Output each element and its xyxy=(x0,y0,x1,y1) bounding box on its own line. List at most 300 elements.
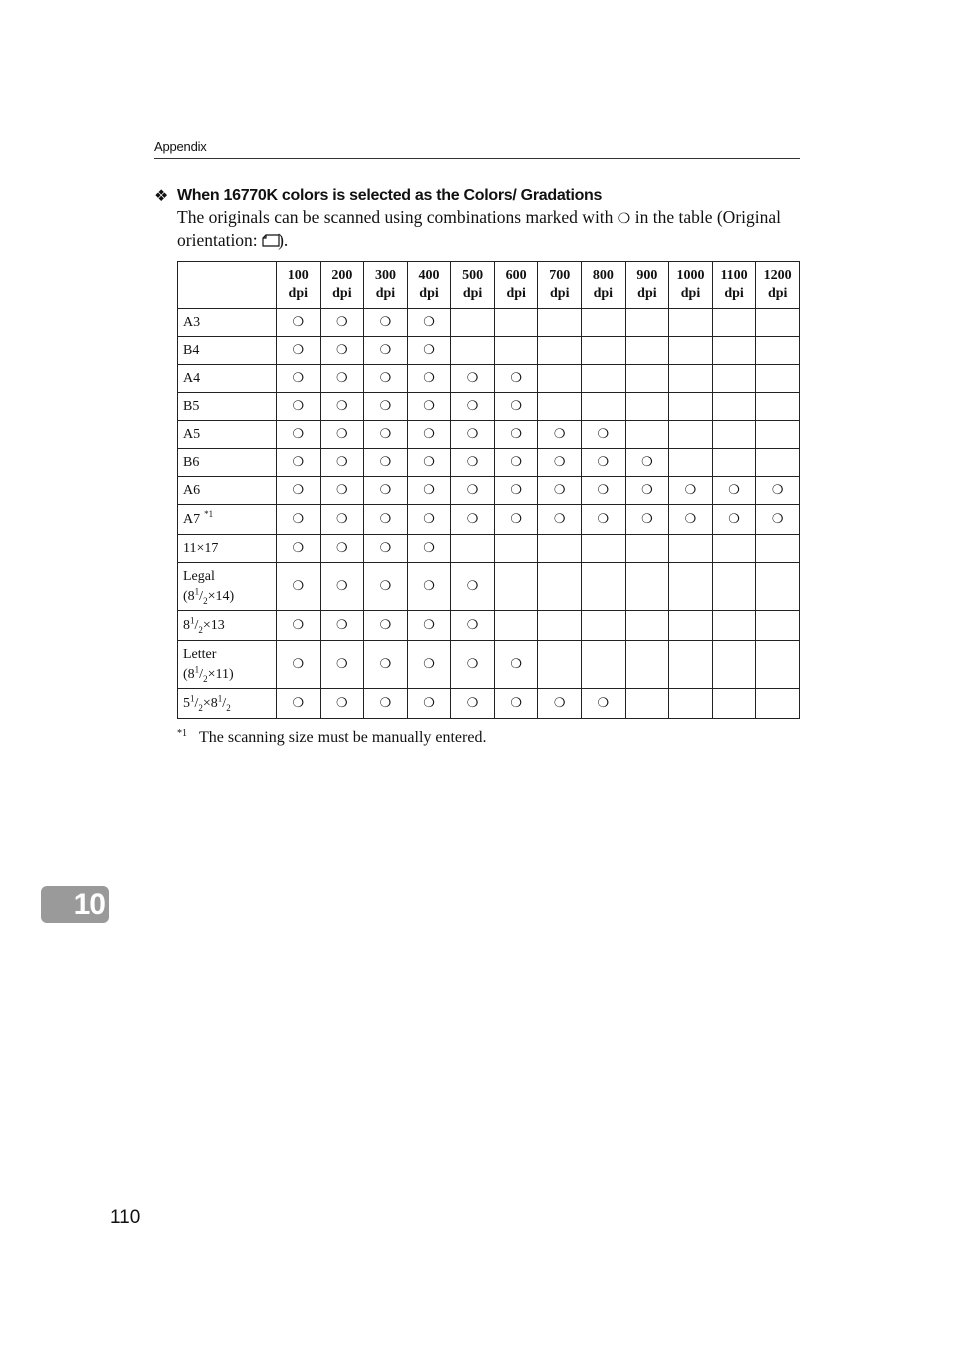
circle-mark-icon: ❍ xyxy=(423,618,435,633)
combination-cell xyxy=(669,505,713,535)
circle-mark-icon: ❍ xyxy=(597,483,610,498)
combination-cell xyxy=(494,505,538,535)
combination-cell xyxy=(756,393,800,421)
table-row xyxy=(178,421,800,449)
footnote-reference: *1 xyxy=(204,508,214,519)
paper-size-label xyxy=(178,641,277,689)
paper-size-name: A3 xyxy=(183,314,201,330)
circle-mark-icon: ❍ xyxy=(379,618,392,633)
label-part: / xyxy=(199,666,204,682)
combination-cell xyxy=(277,535,321,563)
combination-cell xyxy=(669,689,713,719)
combination-cell xyxy=(538,421,582,449)
circle-mark-icon: ❍ xyxy=(292,371,305,386)
column-header-value: 700 xyxy=(549,268,571,283)
circle-mark-icon: ❍ xyxy=(553,483,566,498)
combination-cell xyxy=(712,421,756,449)
circle-mark-icon: ❍ xyxy=(466,399,479,414)
table-row xyxy=(178,535,800,563)
label-part: 1 xyxy=(190,614,195,625)
combination-cell xyxy=(364,689,408,719)
combination-cell xyxy=(364,393,408,421)
circle-mark-icon: ❍ xyxy=(379,427,392,442)
circle-mark-icon: ❍ xyxy=(423,315,435,330)
table-row xyxy=(178,449,800,477)
combination-cell xyxy=(320,611,364,641)
chapter-tab: 10 xyxy=(41,886,109,923)
combination-cell xyxy=(538,505,582,535)
label-part: 1 xyxy=(194,585,200,596)
combination-cell xyxy=(277,309,321,337)
combination-cell xyxy=(669,563,713,611)
combination-cell xyxy=(582,563,626,611)
combination-cell xyxy=(320,393,364,421)
section-description xyxy=(177,207,801,251)
circle-mark-icon: ❍ xyxy=(379,371,392,386)
table-row xyxy=(178,611,800,641)
circle-mark-icon: ❍ xyxy=(641,483,653,498)
paper-size-label xyxy=(178,611,277,641)
circle-mark-icon: ❍ xyxy=(510,427,522,442)
circle-mark-icon: ❍ xyxy=(641,455,653,470)
paper-size-label xyxy=(178,689,277,719)
circle-mark-icon: ❍ xyxy=(423,399,435,414)
combination-cell xyxy=(364,365,408,393)
combination-cell xyxy=(669,365,713,393)
circle-mark-icon: ❍ xyxy=(292,512,305,527)
circle-mark-icon: ❍ xyxy=(292,343,305,358)
column-header-value: 1100 xyxy=(720,268,748,283)
column-header-600-dpi xyxy=(494,262,538,309)
circle-mark-icon: ❍ xyxy=(336,579,348,594)
description-part-3: ). xyxy=(278,230,289,250)
column-header-value: 500 xyxy=(462,268,484,283)
table-row xyxy=(178,337,800,365)
paper-size-name: A5 xyxy=(183,426,201,442)
column-header-1000-dpi xyxy=(669,262,713,309)
table-row xyxy=(178,393,800,421)
description-part-1: The originals can be scanned using combinations marked with xyxy=(177,207,618,227)
combination-cell xyxy=(669,421,713,449)
combination-cell xyxy=(756,689,800,719)
combination-cell xyxy=(538,535,582,563)
combination-cell xyxy=(582,449,626,477)
combination-cell xyxy=(538,611,582,641)
circle-mark-icon: ❍ xyxy=(617,211,631,227)
circle-mark-icon: ❍ xyxy=(684,483,697,498)
combination-cell xyxy=(625,563,669,611)
paper-size-name: B6 xyxy=(183,454,200,470)
combination-cell xyxy=(712,337,756,365)
circle-mark-icon: ❍ xyxy=(336,541,348,556)
combination-cell xyxy=(712,309,756,337)
combination-cell xyxy=(494,337,538,365)
combination-cell xyxy=(451,563,495,611)
circle-mark-icon: ❍ xyxy=(336,696,348,711)
combination-cell xyxy=(277,337,321,365)
combination-cell xyxy=(756,365,800,393)
circle-mark-icon: ❍ xyxy=(597,455,610,470)
combination-cell xyxy=(756,563,800,611)
circle-mark-icon: ❍ xyxy=(771,512,784,527)
circle-mark-icon: ❍ xyxy=(423,483,435,498)
combination-cell xyxy=(451,505,495,535)
combination-cell xyxy=(451,641,495,689)
combination-cell xyxy=(407,505,451,535)
circle-mark-icon: ❍ xyxy=(336,427,348,442)
combination-cell xyxy=(277,641,321,689)
combination-cell xyxy=(712,477,756,505)
label-part: / xyxy=(194,695,199,711)
combination-cell xyxy=(494,421,538,449)
combination-cell xyxy=(582,689,626,719)
combination-cell xyxy=(625,393,669,421)
combination-cell xyxy=(320,535,364,563)
combination-cell xyxy=(277,505,321,535)
circle-mark-icon: ❍ xyxy=(423,427,435,442)
table-corner-cell xyxy=(178,262,277,309)
combination-cell xyxy=(451,365,495,393)
combination-cell xyxy=(494,563,538,611)
combination-cell xyxy=(407,689,451,719)
column-header-1100-dpi xyxy=(712,262,756,309)
combination-cell xyxy=(364,505,408,535)
combination-cell xyxy=(494,641,538,689)
combination-cell xyxy=(625,505,669,535)
combination-cell xyxy=(320,365,364,393)
combination-cell xyxy=(364,611,408,641)
label-part: ×11) xyxy=(207,666,234,682)
combination-cell xyxy=(320,421,364,449)
combination-cell xyxy=(712,505,756,535)
paper-size-label xyxy=(178,365,277,393)
combination-cell xyxy=(277,477,321,505)
circle-mark-icon: ❍ xyxy=(423,371,435,386)
column-header-unit: dpi xyxy=(419,286,439,301)
combination-cell xyxy=(669,535,713,563)
combination-cell xyxy=(320,337,364,365)
label-part: (8 xyxy=(183,588,195,604)
circle-mark-icon: ❍ xyxy=(379,399,392,414)
running-header: Appendix xyxy=(154,139,207,154)
column-header-300-dpi xyxy=(364,262,408,309)
combination-cell xyxy=(451,689,495,719)
circle-mark-icon: ❍ xyxy=(510,371,522,386)
combination-cell xyxy=(494,449,538,477)
combination-cell xyxy=(669,611,713,641)
combination-cell xyxy=(712,689,756,719)
circle-mark-icon: ❍ xyxy=(510,483,522,498)
paper-size-name: B4 xyxy=(183,342,200,358)
circle-mark-icon: ❍ xyxy=(510,399,522,414)
combination-cell xyxy=(756,477,800,505)
combination-cell xyxy=(582,365,626,393)
label-part: 2 xyxy=(198,702,203,713)
column-header-value: 800 xyxy=(592,268,614,283)
paper-size-name: B5 xyxy=(183,398,200,414)
column-header-unit: dpi xyxy=(506,286,526,301)
paper-size-name: Legal xyxy=(183,568,215,584)
header-rule xyxy=(154,158,800,159)
column-header-200-dpi xyxy=(320,262,364,309)
combination-cell xyxy=(494,309,538,337)
table-row xyxy=(178,563,800,611)
combination-cell xyxy=(538,689,582,719)
combination-cell xyxy=(712,365,756,393)
combination-cell xyxy=(407,309,451,337)
circle-mark-icon: ❍ xyxy=(728,512,740,527)
label-part: ×8 xyxy=(202,695,218,711)
combination-cell xyxy=(407,563,451,611)
column-header-unit: dpi xyxy=(288,286,309,301)
combination-cell xyxy=(669,309,713,337)
paper-size-label xyxy=(178,449,277,477)
combination-cell xyxy=(407,641,451,689)
label-part: 5 xyxy=(183,695,190,711)
combination-cell xyxy=(625,641,669,689)
combination-cell xyxy=(494,477,538,505)
combination-cell xyxy=(407,421,451,449)
combination-cell xyxy=(364,449,408,477)
circle-mark-icon: ❍ xyxy=(423,696,435,711)
column-header-unit: dpi xyxy=(462,286,483,301)
circle-mark-icon: ❍ xyxy=(771,483,784,498)
circle-mark-icon: ❍ xyxy=(423,455,435,470)
circle-mark-icon: ❍ xyxy=(379,455,392,470)
label-part: 1 xyxy=(190,692,195,703)
combination-cell xyxy=(582,309,626,337)
circle-mark-icon: ❍ xyxy=(379,696,392,711)
combination-cell xyxy=(451,421,495,449)
column-header-value: 600 xyxy=(505,268,527,283)
table-row xyxy=(178,365,800,393)
combination-cell xyxy=(407,535,451,563)
circle-mark-icon: ❍ xyxy=(379,483,392,498)
label-part: 2 xyxy=(226,702,231,713)
paper-size-label xyxy=(178,309,277,337)
footnote-marker: *1 xyxy=(177,728,187,739)
circle-mark-icon: ❍ xyxy=(466,427,479,442)
label-part: / xyxy=(194,617,199,633)
paper-size-label xyxy=(178,393,277,421)
circle-mark-icon: ❍ xyxy=(597,696,610,711)
circle-mark-icon: ❍ xyxy=(292,315,305,330)
circle-mark-icon: ❍ xyxy=(292,427,305,442)
label-part: / xyxy=(222,695,227,711)
section-heading-text: When 16770K colors is selected as the Colors/ Gradations xyxy=(177,187,603,204)
combination-cell xyxy=(364,309,408,337)
circle-mark-icon: ❍ xyxy=(423,343,435,358)
column-header-unit: dpi xyxy=(637,286,657,301)
combination-cell xyxy=(669,337,713,365)
column-header-value: 900 xyxy=(636,268,658,283)
page-number: 110 xyxy=(110,1207,141,1228)
circle-mark-icon: ❍ xyxy=(466,512,479,527)
paper-size-name: Letter xyxy=(183,646,217,662)
combination-cell xyxy=(407,477,451,505)
combination-cell xyxy=(320,505,364,535)
label-part: 2 xyxy=(203,673,208,684)
combination-cell xyxy=(756,421,800,449)
combination-cell xyxy=(625,689,669,719)
combination-cell xyxy=(407,611,451,641)
combination-cell xyxy=(756,505,800,535)
column-header-unit: dpi xyxy=(332,286,352,301)
circle-mark-icon: ❍ xyxy=(336,657,348,672)
column-header-value: 200 xyxy=(331,268,353,283)
paper-size-label xyxy=(178,337,277,365)
combination-cell xyxy=(538,449,582,477)
circle-mark-icon: ❍ xyxy=(466,371,479,386)
combination-cell xyxy=(494,611,538,641)
circle-mark-icon: ❍ xyxy=(510,696,522,711)
combination-cell xyxy=(582,611,626,641)
circle-mark-icon: ❍ xyxy=(336,371,348,386)
label-part: 2 xyxy=(198,624,203,635)
combination-cell xyxy=(669,449,713,477)
combination-cell xyxy=(407,449,451,477)
combination-cell xyxy=(494,365,538,393)
circle-mark-icon: ❍ xyxy=(292,618,305,633)
diamond-bullet-icon: ❖ xyxy=(154,188,169,205)
circle-mark-icon: ❍ xyxy=(292,657,305,672)
footnote-text: The scanning size must be manually entered. xyxy=(199,729,487,746)
paper-size-label xyxy=(178,563,277,611)
circle-mark-icon: ❍ xyxy=(379,343,392,358)
label-part: / xyxy=(199,588,204,604)
circle-mark-icon: ❍ xyxy=(466,657,479,672)
table-row xyxy=(178,505,800,535)
combination-cell xyxy=(712,611,756,641)
combination-cell xyxy=(625,309,669,337)
combination-cell xyxy=(625,449,669,477)
combination-cell xyxy=(625,421,669,449)
column-header-800-dpi xyxy=(582,262,626,309)
label-part: (8 xyxy=(183,666,195,682)
footnote xyxy=(177,728,486,747)
combination-cell xyxy=(320,309,364,337)
combination-cell xyxy=(277,365,321,393)
combination-cell xyxy=(756,449,800,477)
circle-mark-icon: ❍ xyxy=(423,541,435,556)
circle-mark-icon: ❍ xyxy=(728,483,740,498)
combination-cell xyxy=(364,337,408,365)
paper-size-name: A7 xyxy=(183,511,201,527)
combination-cell xyxy=(364,535,408,563)
paper-size-label xyxy=(178,421,277,449)
combination-cell xyxy=(712,449,756,477)
combination-cell xyxy=(451,393,495,421)
combination-cell xyxy=(277,689,321,719)
circle-mark-icon: ❍ xyxy=(510,455,522,470)
scan-combination-table xyxy=(177,261,800,719)
combination-cell xyxy=(582,337,626,365)
combination-cell xyxy=(756,337,800,365)
combination-cell xyxy=(582,535,626,563)
combination-cell xyxy=(538,477,582,505)
circle-mark-icon: ❍ xyxy=(292,696,305,711)
combination-cell xyxy=(538,393,582,421)
label-part: 1 xyxy=(194,663,200,674)
combination-cell xyxy=(582,505,626,535)
circle-mark-icon: ❍ xyxy=(379,541,392,556)
table-header-row xyxy=(178,262,800,309)
column-header-value: 1200 xyxy=(763,268,792,283)
circle-mark-icon: ❍ xyxy=(292,483,305,498)
circle-mark-icon: ❍ xyxy=(553,696,566,711)
combination-cell xyxy=(625,611,669,641)
circle-mark-icon: ❍ xyxy=(336,343,348,358)
combination-cell xyxy=(451,309,495,337)
combination-cell xyxy=(712,393,756,421)
combination-cell xyxy=(320,477,364,505)
circle-mark-icon: ❍ xyxy=(641,512,653,527)
column-header-700-dpi xyxy=(538,262,582,309)
table-row xyxy=(178,641,800,689)
combination-cell xyxy=(538,365,582,393)
combination-cell xyxy=(320,563,364,611)
combination-cell xyxy=(494,393,538,421)
label-part: 2 xyxy=(203,595,208,606)
combination-cell xyxy=(407,365,451,393)
circle-mark-icon: ❍ xyxy=(466,483,479,498)
combination-cell xyxy=(451,337,495,365)
circle-mark-icon: ❍ xyxy=(336,618,348,633)
combination-cell xyxy=(712,563,756,611)
circle-mark-icon: ❍ xyxy=(597,512,610,527)
combination-cell xyxy=(364,421,408,449)
column-header-value: 1000 xyxy=(676,268,705,283)
combination-cell xyxy=(320,689,364,719)
circle-mark-icon: ❍ xyxy=(336,315,348,330)
paper-size-name: A6 xyxy=(183,482,201,498)
circle-mark-icon: ❍ xyxy=(597,427,610,442)
combination-cell xyxy=(451,535,495,563)
circle-mark-icon: ❍ xyxy=(336,399,348,414)
circle-mark-icon: ❍ xyxy=(379,512,392,527)
combination-cell xyxy=(625,477,669,505)
circle-mark-icon: ❍ xyxy=(466,455,479,470)
combination-cell xyxy=(582,477,626,505)
circle-mark-icon: ❍ xyxy=(423,657,435,672)
circle-mark-icon: ❍ xyxy=(292,455,305,470)
column-header-100-dpi xyxy=(277,262,321,309)
combination-cell xyxy=(582,641,626,689)
combination-cell xyxy=(538,563,582,611)
table-row xyxy=(178,477,800,505)
combination-cell xyxy=(712,641,756,689)
circle-mark-icon: ❍ xyxy=(553,512,566,527)
paper-size-label xyxy=(178,477,277,505)
column-header-unit: dpi xyxy=(680,286,701,301)
circle-mark-icon: ❍ xyxy=(684,512,697,527)
column-header-value: 400 xyxy=(418,268,440,283)
landscape-original-icon xyxy=(262,231,278,243)
column-header-unit: dpi xyxy=(550,286,570,301)
circle-mark-icon: ❍ xyxy=(292,541,305,556)
combination-cell xyxy=(364,641,408,689)
paper-size-name: A4 xyxy=(183,370,201,386)
column-header-unit: dpi xyxy=(724,286,744,301)
column-header-900-dpi xyxy=(625,262,669,309)
combination-cell xyxy=(494,689,538,719)
circle-mark-icon: ❍ xyxy=(553,427,566,442)
combination-cell xyxy=(756,535,800,563)
circle-mark-icon: ❍ xyxy=(379,315,392,330)
circle-mark-icon: ❍ xyxy=(292,579,305,594)
combination-cell xyxy=(538,641,582,689)
combination-cell xyxy=(712,535,756,563)
